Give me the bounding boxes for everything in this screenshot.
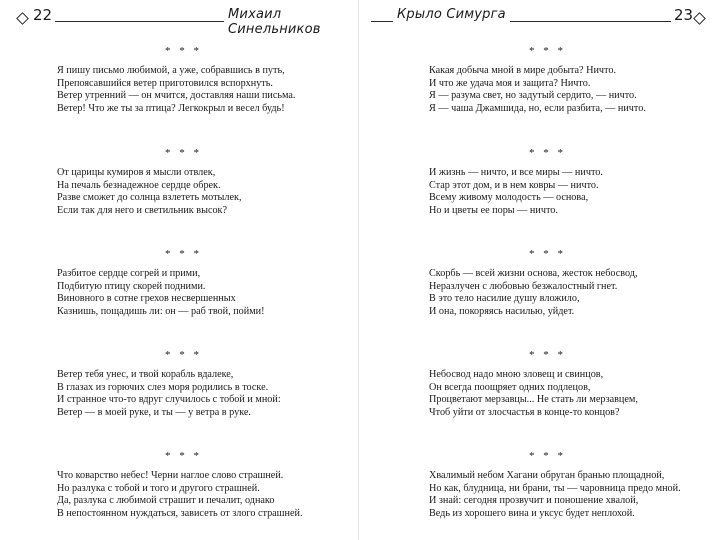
poem-separator-stars: * * *	[529, 45, 566, 57]
poem-line: Ветер тебя унес, и твой корабль вдалеке,	[57, 369, 234, 380]
right-page	[359, 0, 718, 540]
poem	[429, 147, 718, 218]
poem-line: Но как, блудница, ни брани, ты — чаровница предо мной.	[429, 482, 681, 494]
poem-line: Подбитую птицу скорей подними.	[57, 280, 206, 292]
poem-separator-stars: * * *	[529, 147, 566, 159]
page-number: 23	[671, 6, 696, 24]
poem-line: Казнишь, пощадишь ли: он — раб твой, пойми!	[57, 306, 265, 318]
poem	[57, 147, 357, 218]
poem-line: Я пишу письмо любимой, а уже, собравшись в путь,	[57, 65, 285, 76]
poem-line: Неразлучен с любовью безжалостный гнет.	[429, 280, 618, 292]
poem-line: Что коварство небес! Черни наглое слово страшней.	[57, 470, 284, 481]
poem	[57, 450, 357, 521]
poem	[57, 349, 357, 420]
poem-separator-stars: * * *	[165, 248, 202, 260]
poem-line: От царицы кумиров я мысли отвлек,	[57, 167, 216, 178]
right-page-header	[371, 6, 701, 30]
poem-line: В это тело насилие душу вложило,	[429, 293, 580, 305]
poem	[57, 45, 357, 116]
poem-line: Ветер! Что же ты за птица? Легкокрыл и весел будь!	[57, 103, 285, 115]
poem-line: Разве сможет до солнца взлететь мотылек,	[57, 192, 242, 204]
poem-line: Но разлука с тобой и того и другого страшней.	[57, 482, 260, 494]
poem-line: Всему живому молодость — основа,	[429, 192, 589, 204]
poem-line: Виновного в сотне грехов несвершенных	[57, 293, 236, 305]
poem-line: В глазах из горючих слез моря родились в тоске.	[57, 381, 269, 393]
poem-line: Но и цветы ее поры — ничто.	[429, 205, 558, 217]
running-head-author: Михаил Синельников	[224, 7, 346, 37]
poem-separator-stars: * * *	[529, 349, 566, 361]
poem-separator-stars: * * *	[165, 45, 202, 57]
poem-separator-stars: * * *	[165, 349, 202, 361]
poem	[429, 450, 718, 521]
poem	[429, 248, 718, 319]
page-number: 22	[30, 6, 55, 24]
poem-line: Какая добыча мной в мире добыта? Ничто.	[429, 65, 617, 76]
poem-line: И она, покоряясь насилью, уйдет.	[429, 306, 575, 318]
poem-separator-stars: * * *	[165, 450, 202, 462]
running-head-book-title: Крыло Симурга	[393, 7, 510, 22]
poem-separator-stars: * * *	[529, 248, 566, 260]
poem-line: Я — чаша Джамшида, но, если разбита, — ничто.	[429, 103, 646, 115]
poem-line: И жизнь — ничто, и все миры — ничто.	[429, 167, 603, 178]
poem-line: Препоясавшийся ветер приготовился вспорхнуть.	[57, 77, 273, 89]
left-page-header	[16, 6, 346, 37]
poem-line: Ветер — в моей руке, и ты — у ветра в руке.	[57, 407, 251, 419]
poem-line: На печаль безнадежное сердце обрек.	[57, 179, 221, 191]
poem-line: Чтоб уйти от злосчастья в конце-то концов?	[429, 407, 620, 419]
poem-line: Да, разлука с любимой страшит и печалит, однако	[57, 495, 275, 507]
poem	[429, 45, 718, 116]
poem-separator-stars: * * *	[529, 450, 566, 462]
poem-line: И знай: сегодня прозвучит и поношение хвалой,	[429, 495, 639, 507]
poem	[429, 349, 718, 420]
poem-line: В непостоянном нуждаться, зависеть от злого страшней.	[57, 508, 303, 520]
poem-line: И что же удача моя и защита? Ничто.	[429, 77, 591, 89]
poem-line: Я — разума свет, но задутый сердито, — ничто.	[429, 90, 637, 102]
poem	[57, 248, 357, 319]
poem-line: Процветают мерзавцы... Не стать ли мерзавцем,	[429, 394, 638, 406]
poem-line: Ветер утренний — он мчится, доставляя наши письма.	[57, 90, 296, 102]
poem-line: Ведь из хорошего вина и уксус будет неплохой.	[429, 508, 635, 520]
poem-line: Разбитое сердце согрей и прими,	[57, 268, 201, 279]
poem-line: Небосвод надо мною зловещ и свинцов,	[429, 369, 604, 380]
poem-line: Стар этот дом, и в нем ковры — ничто.	[429, 179, 599, 191]
poem-line: И странное что-то вдруг случилось с тобой и мной:	[57, 394, 281, 406]
poem-line: Хвалимый небом Хагани обруган бранью площадной,	[429, 470, 665, 481]
poem-line: Если так для него и светильник высок?	[57, 205, 228, 217]
poem-separator-stars: * * *	[165, 147, 202, 159]
poem-line: Скорбь — всей жизни основа, жесток небосвод,	[429, 268, 638, 279]
ornament-diamond-icon	[16, 12, 29, 25]
poem-line: Он всегда поощряет одних подлецов,	[429, 381, 591, 393]
